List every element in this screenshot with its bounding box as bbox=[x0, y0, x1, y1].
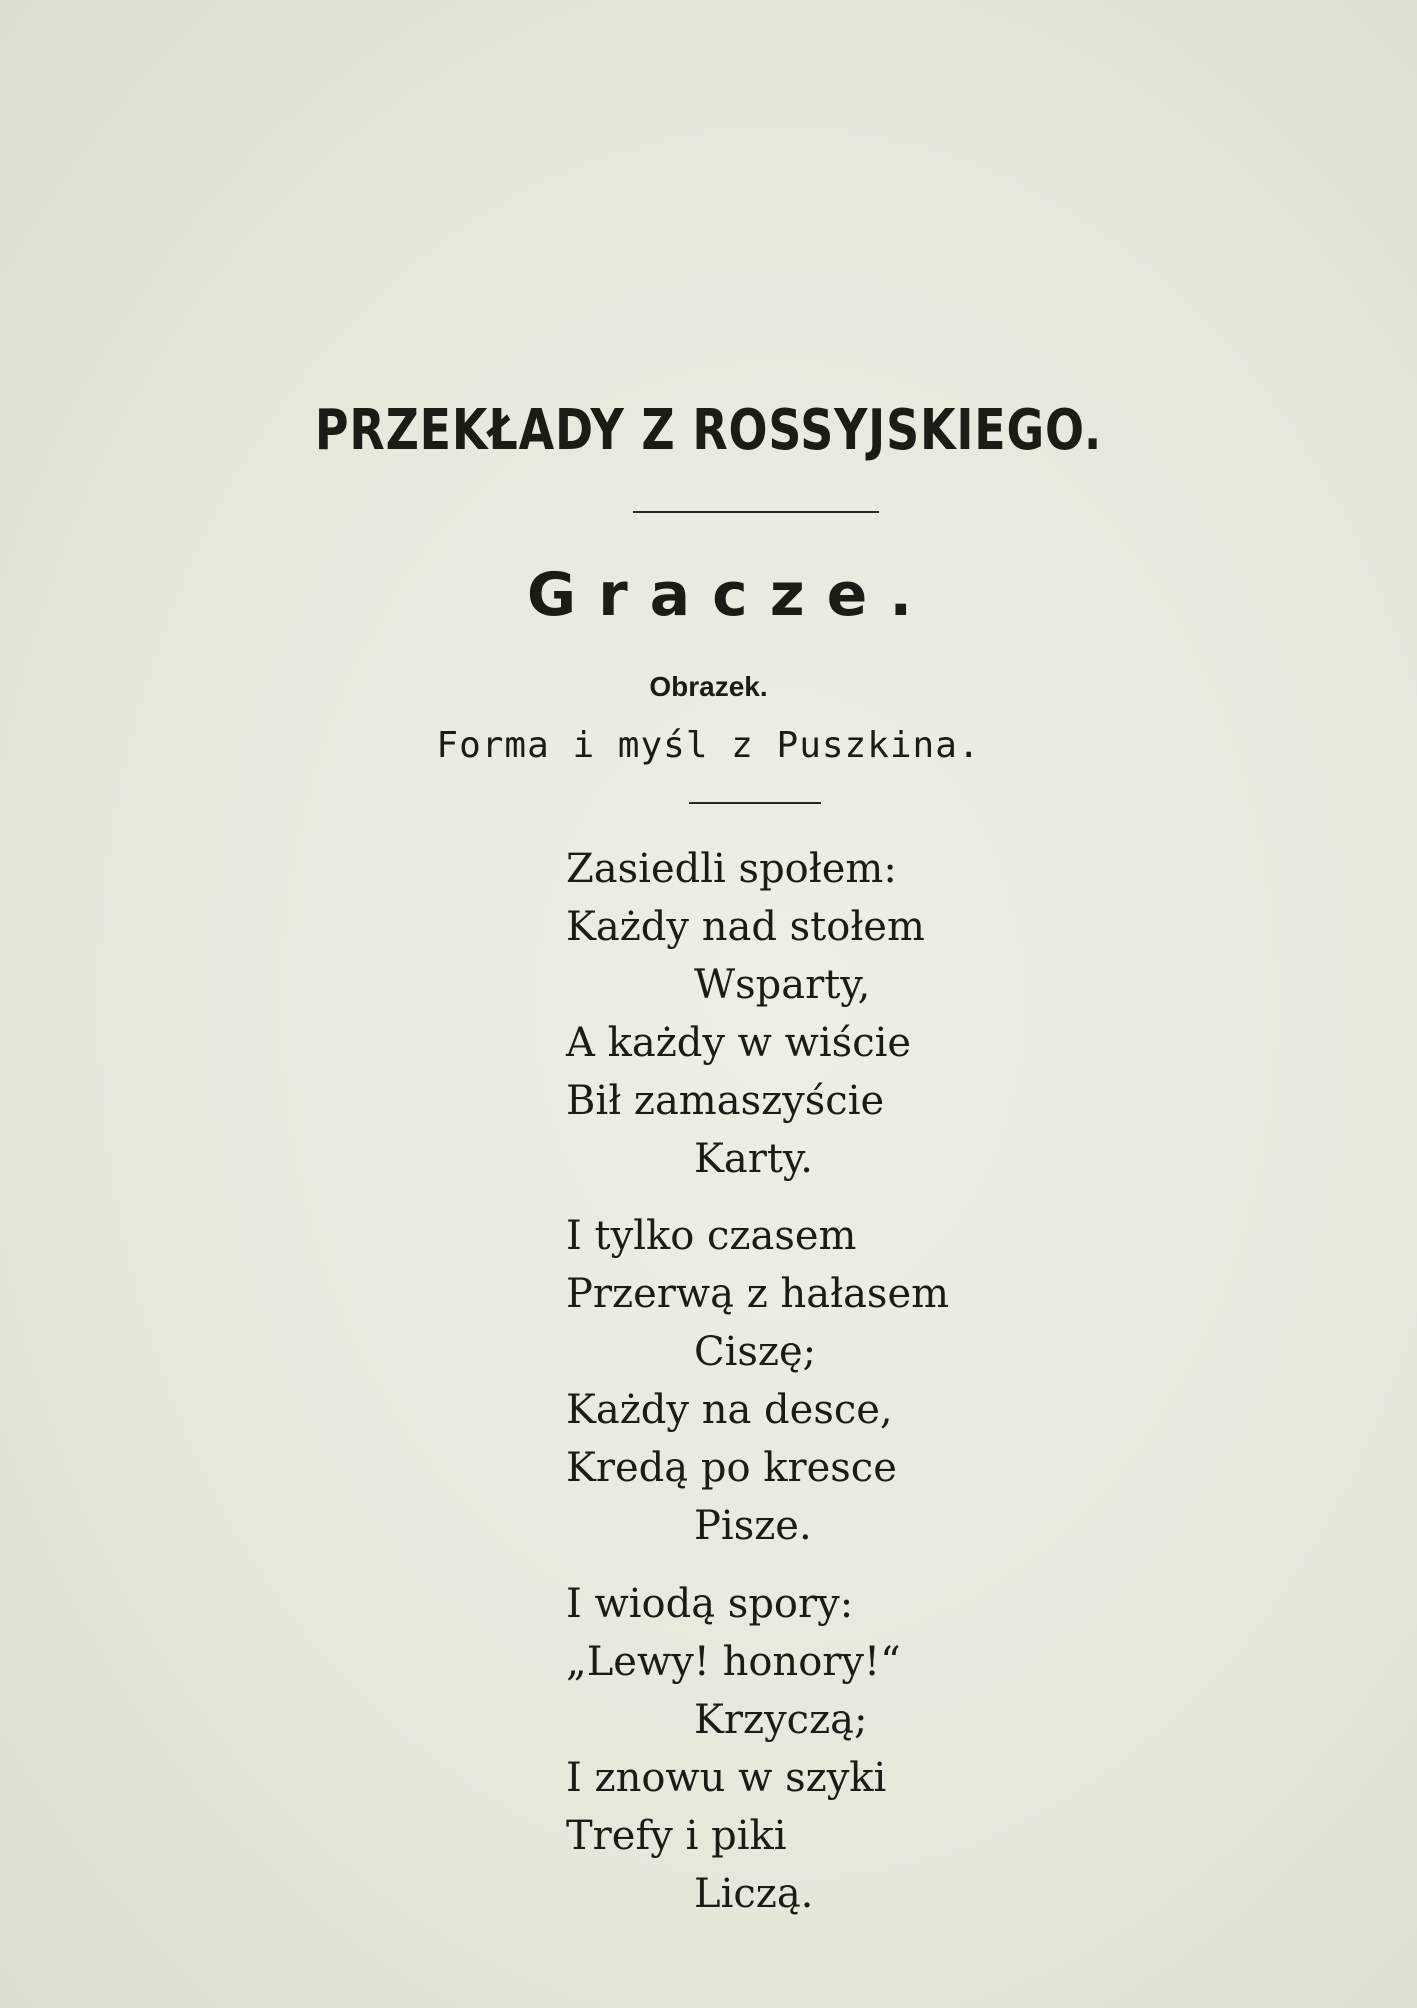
poem-line: Bił zamaszyście bbox=[566, 1078, 885, 1124]
poem-line: Krzyczą; bbox=[694, 1697, 868, 1743]
poem-line: Trefy i piki bbox=[566, 1813, 787, 1859]
poem-line: „Lewy! honory!“ bbox=[566, 1639, 901, 1685]
poem-line: I znowu w szyki bbox=[566, 1755, 887, 1801]
poem-line: Wsparty, bbox=[694, 962, 871, 1008]
poem-line: Pisze. bbox=[694, 1503, 812, 1549]
poem-line: Karty. bbox=[694, 1136, 813, 1182]
poem-line: Ciszę; bbox=[694, 1329, 817, 1375]
poem-line: Kredą po kresce bbox=[566, 1445, 897, 1491]
poem-title: Gracze. bbox=[526, 560, 935, 630]
poem-line: Każdy na desce, bbox=[566, 1387, 893, 1433]
poem-line: I tylko czasem bbox=[566, 1213, 857, 1259]
title-divider bbox=[689, 802, 821, 804]
poem-line: I wiodą spory: bbox=[566, 1581, 854, 1627]
heading-divider bbox=[633, 511, 879, 513]
poem-source-note: Forma i myśl z Puszkina. bbox=[436, 725, 981, 766]
poem-subtitle: Obrazek. bbox=[649, 671, 768, 702]
poem-line: Zasiedli społem: bbox=[566, 846, 897, 892]
poem-line: Liczą. bbox=[694, 1871, 814, 1917]
poem-line: Każdy nad stołem bbox=[566, 904, 925, 950]
poem-line: Przerwą z hałasem bbox=[566, 1271, 950, 1317]
poem-line: A każdy w wiście bbox=[566, 1020, 912, 1066]
section-heading: PRZEKŁADY Z ROSSYJSKIEGO. bbox=[314, 398, 1103, 463]
